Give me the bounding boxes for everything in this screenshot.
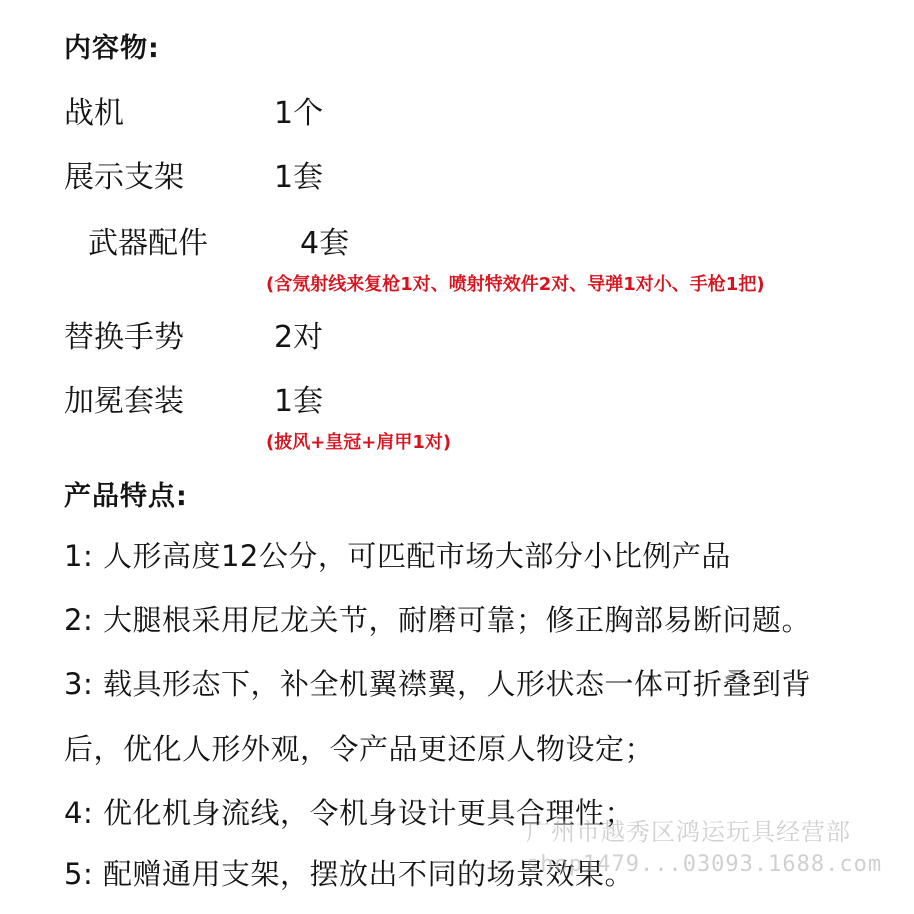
feature-line-3-cont: 后，优化人形外观，令产品更还原人物设定； (64, 732, 655, 766)
watermark-shop: 广州市越秀区鸿运玩具经营部 (526, 818, 851, 846)
feature-line-1: 1: 人形高度12公分，可匹配市场大部分小比例产品 (64, 539, 731, 573)
item-qty-hands: 2对 (274, 320, 324, 355)
item-qty-fighter: 1个 (274, 96, 324, 131)
feature-line-4: 4: 优化机身流线，令机身设计更具合理性； (64, 796, 634, 830)
item-name-fighter: 战机 (64, 96, 124, 131)
coronation-note: (披风+皇冠+肩甲1对) (266, 432, 452, 453)
item-name-weapons: 武器配件 (88, 226, 208, 261)
item-name-coronation: 加冕套装 (64, 384, 184, 419)
contents-heading: 内容物: (64, 33, 160, 64)
feature-line-2: 2: 大腿根采用尼龙关节，耐磨可靠；修正胸部易断问题。 (64, 603, 811, 637)
item-qty-weapons: 4套 (300, 226, 350, 261)
weapons-note: (含氖射线来复枪1对、喷射特效件2对、导弹1对小、手枪1把) (266, 274, 765, 295)
feature-line-5: 5: 配赠通用支架，摆放出不同的场景效果。 (64, 857, 634, 891)
item-qty-stand: 1套 (274, 160, 324, 195)
watermark-url: shop1479...03093.1688.com (526, 852, 883, 877)
features-heading: 产品特点: (64, 481, 188, 512)
item-qty-coronation: 1套 (274, 384, 324, 419)
item-name-hands: 替换手势 (64, 320, 184, 355)
feature-line-3: 3: 载具形态下，补全机翼襟翼，人形状态一体可折叠到背 (64, 667, 811, 701)
item-name-stand: 展示支架 (64, 160, 184, 195)
